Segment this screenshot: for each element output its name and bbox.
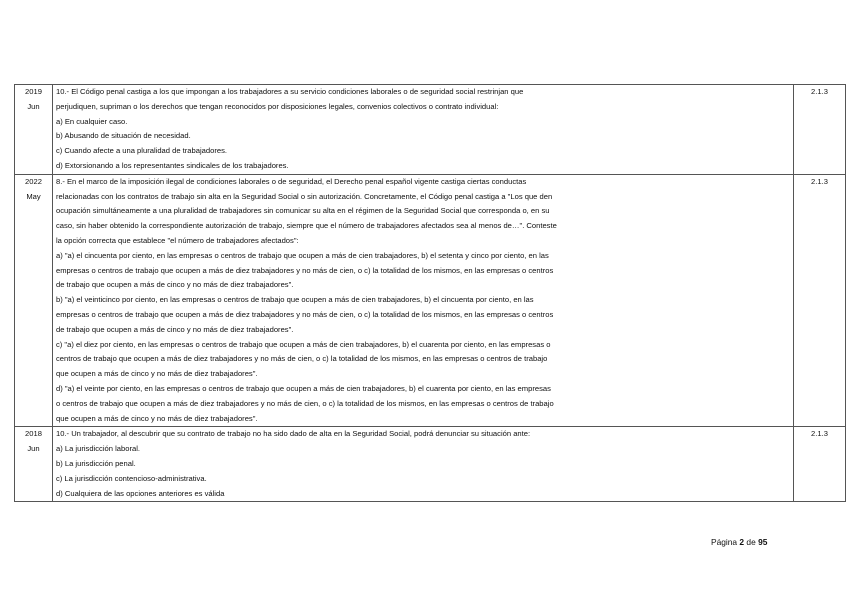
- question-text-line: c) Cuando afecte a una pluralidad de trabajadores.: [56, 146, 227, 156]
- question-text-line: de trabajo que ocupen a más de cinco y no más de diez trabajadores".: [56, 280, 294, 290]
- question-text-line: caso, sin haber obtenido la correspondiente autorización de trabajo, siempre que el número de trabajadores afectados sea al menos de…". Conteste: [56, 221, 557, 231]
- footer-total-pages: 95: [758, 537, 768, 547]
- footer-prefix: Página: [711, 537, 738, 547]
- question-text-line: a) En cualquier caso.: [56, 116, 128, 126]
- question-text-cell: [53, 174, 794, 427]
- question-year: 2022: [25, 176, 42, 186]
- question-text-line: d) Cualquiera de las opciones anteriores es válida: [56, 488, 225, 498]
- question-text-line: 10.- Un trabajador, al descubrir que su contrato de trabajo no ha sido dado de alta en la Seguridad Social, podrá denunciar su situación ante:: [56, 429, 531, 439]
- question-text-line: empresas o centros de trabajo que ocupen a más de diez trabajadores y no más de cien, o c) la totalidad de los mismos, en las empresas o centros: [56, 309, 554, 319]
- question-text-line: empresas o centros de trabajo que ocupen a más de diez trabajadores y no más de cien, o c) la totalidad de los mismos, en las empresas o centros: [56, 265, 554, 275]
- question-text-line: 10.- El Código penal castiga a los que impongan a los trabajadores a su servicio condiciones laborales o de seguridad social restrinjan que: [56, 87, 524, 96]
- question-topic-code: 2.1.3: [811, 87, 828, 96]
- question-text-line: a) La jurisdicción laboral.: [56, 444, 140, 454]
- question-date-cell: [15, 427, 53, 502]
- question-text-line: la opción correcta que establece "el número de trabajadores afectados":: [56, 235, 299, 245]
- questions-table-body: [15, 85, 846, 502]
- question-text-line: d) Extorsionando a los representantes sindicales de los trabajadores.: [56, 160, 289, 170]
- question-text-line: b) "a) el veinticinco por ciento, en las empresas o centros de trabajo que ocupen a más de cien trabajadores, b) el cincuenta por ciento, en las: [56, 295, 534, 305]
- question-text-line: 8.- En el marco de la imposición ilegal de condiciones laborales o de seguridad, el Derecho penal español vigente castiga ciertas conductas: [56, 176, 527, 186]
- question-date-cell: [15, 174, 53, 427]
- question-date-cell: [15, 85, 53, 175]
- question-row: [15, 85, 846, 175]
- question-code-cell: [794, 174, 846, 427]
- question-month: Jun: [27, 444, 40, 454]
- question-month: Jun: [27, 101, 40, 111]
- question-code-cell: [794, 85, 846, 175]
- footer-of: de: [746, 537, 756, 547]
- question-text-line: b) Abusando de situación de necesidad.: [56, 131, 191, 141]
- question-topic-code: 2.1.3: [811, 176, 828, 186]
- footer-page-number: 2: [739, 537, 745, 547]
- question-code-cell: [794, 427, 846, 502]
- question-text-line: que ocupen a más de cinco y no más de diez trabajadores".: [56, 413, 258, 423]
- question-row: [15, 427, 846, 502]
- question-text-line: perjudiquen, supriman o los derechos que tengan reconocidos por disposiciones legales, convenios colectivos o contrato individual:: [56, 101, 499, 111]
- question-text-line: b) La jurisdicción penal.: [56, 458, 136, 468]
- question-text-cell: [53, 427, 794, 502]
- question-text-line: d) "a) el veinte por ciento, en las empresas o centros de trabajo que ocupen a más de cien trabajadores, b) el cuarenta por ciento, en las empresas: [56, 383, 551, 393]
- question-text-line: o centros de trabajo que ocupen a más de diez trabajadores y no más de cien, o c) la totalidad de los mismos, en las empresas o centros de trabajo: [56, 398, 554, 408]
- question-row: [15, 174, 846, 427]
- question-text-line: centros de trabajo que ocupen a más de diez trabajadores y no más de cien, o c) la totalidad de los mismos, en las empresas o centros de trabajo: [56, 354, 548, 364]
- question-text-cell: [53, 85, 794, 175]
- question-text-line: c) "a) el diez por ciento, en las empresas o centros de trabajo que ocupen a más de cien trabajadores, b) el cuarenta por ciento, en las empresas o: [56, 339, 551, 349]
- questions-table: [14, 84, 846, 502]
- question-text-line: a) "a) el cincuenta por ciento, en las empresas o centros de trabajo que ocupen a más de cien trabajadores, b) el setenta y cinco por ciento, en las: [56, 250, 549, 260]
- question-text-line: que ocupen a más de cinco y no más de diez trabajadores".: [56, 369, 258, 379]
- question-year: 2018: [25, 429, 42, 439]
- question-text-line: relacionadas con los contratos de trabajo sin alta en la Seguridad Social o sin autorización. Concretamente, el Código penal castiga a "Los que den: [56, 191, 553, 201]
- question-text-line: de trabajo que ocupen a más de cinco y no más de diez trabajadores".: [56, 324, 294, 334]
- question-month: May: [26, 191, 41, 201]
- page-footer: [711, 537, 767, 547]
- question-year: 2019: [25, 87, 42, 96]
- question-topic-code: 2.1.3: [811, 429, 828, 439]
- question-text-line: c) La jurisdicción contencioso-administrativa.: [56, 473, 207, 483]
- question-text-line: ocupación simultáneamente a una pluralidad de trabajadores sin comunicar su alta en el régimen de la Seguridad Social que corresponda o, en su: [56, 206, 550, 216]
